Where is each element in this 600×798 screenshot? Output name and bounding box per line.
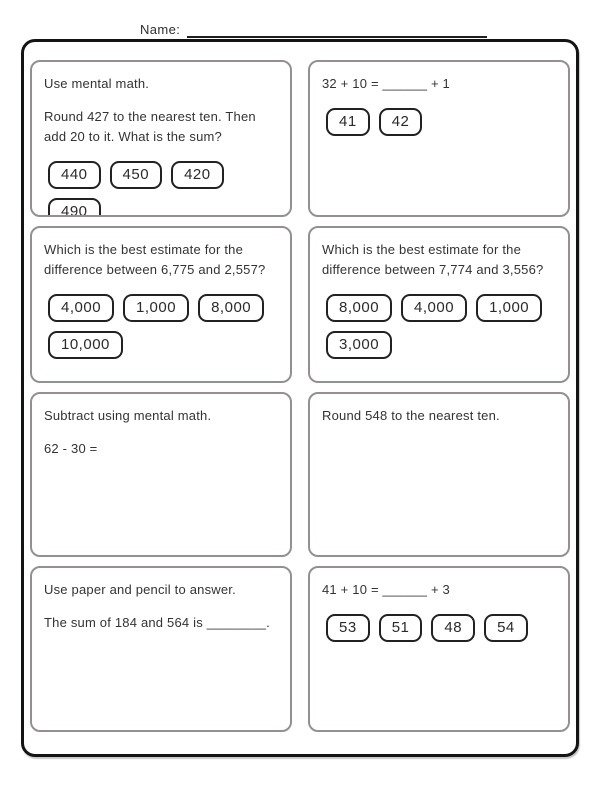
- answer-choice[interactable]: 42: [379, 108, 423, 136]
- answer-choices: [326, 614, 556, 642]
- question-box-6: [308, 392, 570, 557]
- answer-choice[interactable]: 53: [326, 614, 370, 642]
- question-text: Use mental math.: [44, 76, 150, 91]
- question-text: Use paper and pencil to answer.: [44, 582, 236, 597]
- question-text: Subtract using mental math.: [44, 408, 212, 423]
- answer-choice[interactable]: 1,000: [123, 294, 189, 322]
- name-blank-line[interactable]: [187, 24, 487, 38]
- answer-choice[interactable]: 41: [326, 108, 370, 136]
- answer-choice[interactable]: 54: [484, 614, 528, 642]
- answer-choice[interactable]: 450: [110, 161, 163, 189]
- answer-choice[interactable]: 48: [431, 614, 475, 642]
- answer-choices: [326, 294, 556, 359]
- question-box-4: [308, 226, 570, 383]
- question-text: 32 + 10 = ______ + 1: [322, 76, 450, 91]
- answer-choices: [48, 161, 278, 217]
- answer-choice[interactable]: 10,000: [48, 331, 123, 359]
- question-text: 41 + 10 = ______ + 3: [322, 582, 450, 597]
- name-field-row: [140, 22, 600, 38]
- answer-choices: [48, 294, 278, 359]
- answer-choice[interactable]: 440: [48, 161, 101, 189]
- question-text: Round 548 to the nearest ten.: [322, 408, 500, 423]
- question-text: 62 - 30 =: [44, 441, 98, 456]
- answer-choices: [326, 108, 556, 136]
- question-text: Which is the best estimate for the difference between 6,775 and 2,557?: [44, 242, 266, 277]
- answer-choice[interactable]: 490: [48, 198, 101, 217]
- question-text: Round 427 to the nearest ten. Then add 20 to it. What is the sum?: [44, 109, 256, 144]
- question-box-5: [30, 392, 292, 557]
- question-text: Which is the best estimate for the difference between 7,774 and 3,556?: [322, 242, 544, 277]
- answer-choice[interactable]: 1,000: [476, 294, 542, 322]
- question-box-7: [30, 566, 292, 732]
- worksheet-frame: [21, 39, 579, 757]
- name-label: Name:: [140, 22, 181, 37]
- answer-choice[interactable]: 3,000: [326, 331, 392, 359]
- answer-choice[interactable]: 4,000: [401, 294, 467, 322]
- answer-choice[interactable]: 420: [171, 161, 224, 189]
- question-box-3: [30, 226, 292, 383]
- answer-choice[interactable]: 8,000: [326, 294, 392, 322]
- question-text: The sum of 184 and 564 is ________.: [44, 615, 270, 630]
- answer-choice[interactable]: 51: [379, 614, 423, 642]
- answer-choice[interactable]: 4,000: [48, 294, 114, 322]
- question-box-2: [308, 60, 570, 217]
- question-box-8: [308, 566, 570, 732]
- answer-choice[interactable]: 8,000: [198, 294, 264, 322]
- question-box-1: [30, 60, 292, 217]
